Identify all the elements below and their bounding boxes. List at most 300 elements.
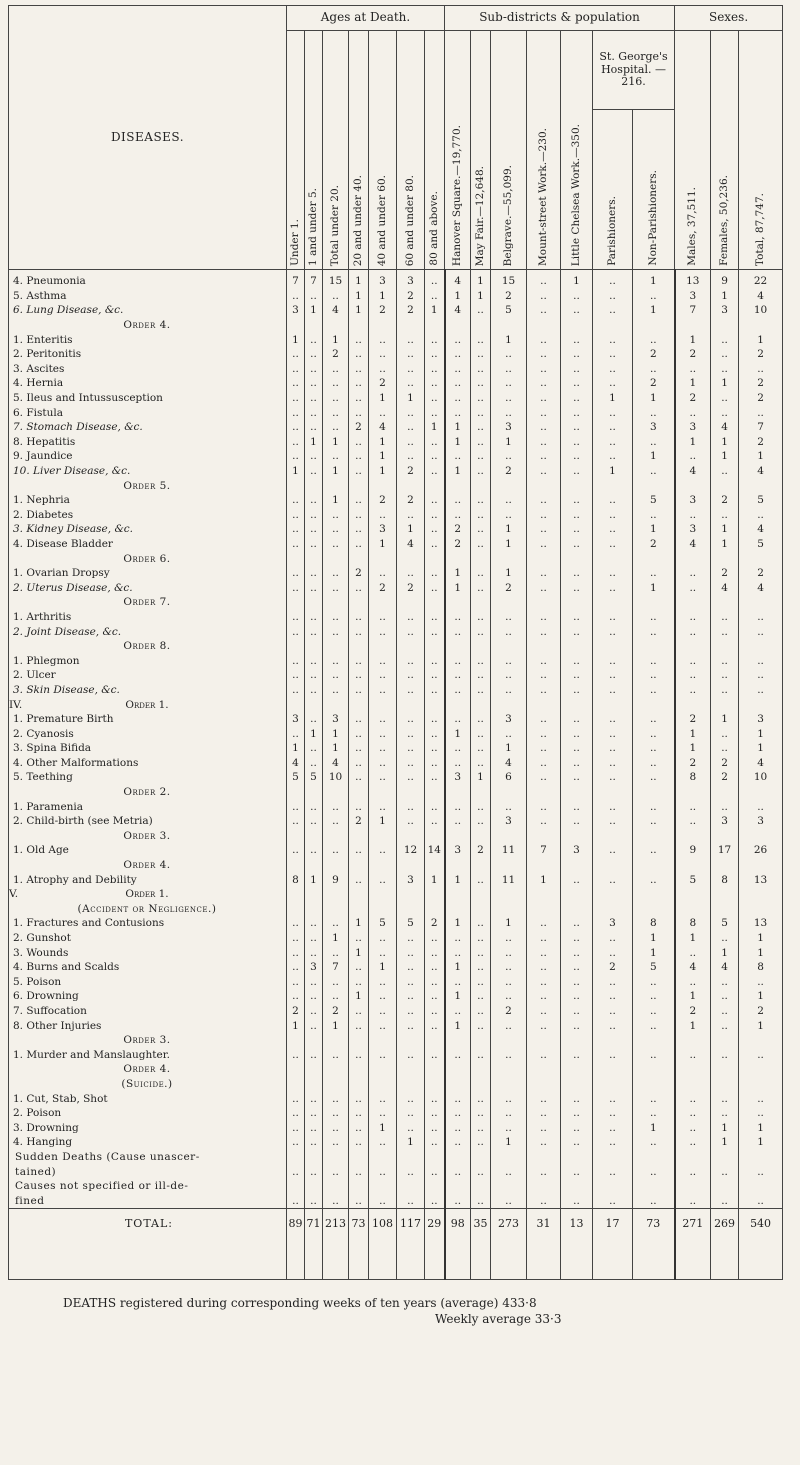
value-cell: .. — [397, 610, 425, 625]
value-cell: .. — [349, 1004, 369, 1019]
value-cell — [711, 1077, 739, 1092]
value-cell: 2 — [675, 347, 711, 362]
value-cell: 89 — [287, 1209, 305, 1240]
value-cell: .. — [491, 1193, 527, 1208]
value-cell — [711, 318, 739, 333]
value-cell: 2 — [491, 464, 527, 479]
value-cell: 1 — [471, 770, 491, 785]
disease-name-text: 6. Drowning — [13, 990, 79, 1003]
disease-name-text: 5. Poison — [13, 975, 62, 988]
value-cell: .. — [739, 1164, 783, 1179]
value-cell: .. — [471, 1091, 491, 1106]
value-cell: 1 — [633, 945, 675, 960]
value-cell: .. — [425, 332, 445, 347]
disease-name-text: 2. Poison — [13, 1107, 62, 1120]
disease-name — [9, 580, 287, 595]
value-cell — [491, 697, 527, 712]
value-cell — [711, 858, 739, 873]
value-cell — [305, 595, 323, 610]
value-cell: .. — [633, 289, 675, 304]
value-cell — [305, 551, 323, 566]
value-cell: .. — [711, 741, 739, 756]
value-cell: .. — [675, 610, 711, 625]
value-cell: .. — [287, 289, 305, 304]
value-cell: .. — [711, 931, 739, 946]
value-cell: 7 — [323, 960, 349, 975]
value-cell: .. — [369, 1193, 397, 1208]
value-cell: .. — [675, 566, 711, 581]
value-cell: 1 — [323, 464, 349, 479]
value-cell — [739, 697, 783, 712]
value-cell — [397, 858, 425, 873]
table-row — [9, 595, 783, 610]
value-cell — [425, 318, 445, 333]
value-cell — [633, 1077, 675, 1092]
value-cell: .. — [287, 668, 305, 683]
value-cell — [593, 1033, 633, 1048]
value-cell: .. — [287, 1135, 305, 1150]
value-cell: .. — [633, 1106, 675, 1121]
value-cell: .. — [711, 799, 739, 814]
value-cell: .. — [633, 799, 675, 814]
disease-name-text: 7. Stomach Disease, &c. — [13, 421, 143, 434]
value-cell — [491, 887, 527, 902]
value-cell: 15 — [323, 270, 349, 289]
value-cell — [323, 785, 349, 800]
disease-name-text: 1. Ovarian Dropsy — [13, 567, 110, 580]
value-cell: .. — [711, 668, 739, 683]
disease-name-text: 2. Cyanosis — [13, 727, 74, 740]
value-cell: .. — [561, 391, 593, 406]
value-cell: .. — [593, 347, 633, 362]
value-cell — [425, 1033, 445, 1048]
st-georges-hospital-header: St. George's Hospital. —216. — [593, 31, 675, 110]
value-cell — [471, 887, 491, 902]
value-cell — [369, 1150, 397, 1165]
value-cell: .. — [323, 420, 349, 435]
value-cell: 1 — [675, 989, 711, 1004]
value-cell: .. — [491, 960, 527, 975]
value-cell: .. — [445, 931, 471, 946]
value-cell: .. — [425, 1004, 445, 1019]
value-cell — [471, 318, 491, 333]
value-cell: 1 — [323, 332, 349, 347]
value-cell — [561, 1062, 593, 1077]
value-cell: .. — [425, 975, 445, 990]
value-cell: 1 — [711, 712, 739, 727]
value-cell: .. — [287, 1193, 305, 1208]
value-cell: .. — [491, 975, 527, 990]
value-cell: .. — [425, 376, 445, 391]
value-cell: .. — [397, 1004, 425, 1019]
value-cell: .. — [561, 799, 593, 814]
value-cell: .. — [593, 741, 633, 756]
disease-name-text: 5. Teething — [13, 771, 73, 784]
value-cell: .. — [593, 362, 633, 377]
value-cell: 2 — [397, 289, 425, 304]
value-cell: 13 — [739, 916, 783, 931]
value-cell: .. — [369, 945, 397, 960]
value-cell: .. — [471, 391, 491, 406]
value-cell: .. — [397, 668, 425, 683]
value-cell: 3 — [739, 712, 783, 727]
value-cell: 4 — [711, 580, 739, 595]
value-cell — [323, 1150, 349, 1165]
value-cell: .. — [675, 624, 711, 639]
order-heading: Order 4. — [9, 1062, 287, 1077]
value-cell — [593, 697, 633, 712]
value-cell: .. — [397, 376, 425, 391]
value-cell — [349, 595, 369, 610]
value-cell: 1 — [445, 726, 471, 741]
value-cell — [369, 318, 397, 333]
value-cell: .. — [305, 916, 323, 931]
value-cell: 2 — [287, 1004, 305, 1019]
value-cell: .. — [305, 1004, 323, 1019]
value-cell: 2 — [397, 493, 425, 508]
class-heading — [9, 697, 287, 712]
value-cell: .. — [593, 420, 633, 435]
value-cell: 1 — [491, 1135, 527, 1150]
value-cell: 1 — [739, 332, 783, 347]
value-cell — [561, 478, 593, 493]
value-cell: 4 — [397, 537, 425, 552]
table-row — [9, 391, 783, 406]
disease-name — [9, 376, 287, 391]
value-cell: .. — [527, 405, 561, 420]
value-cell — [349, 887, 369, 902]
value-cell — [561, 902, 593, 917]
value-cell: .. — [323, 449, 349, 464]
value-cell: .. — [675, 653, 711, 668]
value-cell — [349, 829, 369, 844]
value-cell: 1 — [711, 522, 739, 537]
value-cell: 2 — [349, 566, 369, 581]
value-cell: 10 — [739, 303, 783, 318]
value-cell — [561, 595, 593, 610]
value-cell: .. — [397, 449, 425, 464]
value-cell — [633, 595, 675, 610]
value-cell: .. — [425, 566, 445, 581]
table-row — [9, 1004, 783, 1019]
value-cell: 3 — [593, 916, 633, 931]
value-cell: 12 — [397, 843, 425, 858]
value-cell: .. — [425, 1120, 445, 1135]
value-cell: 1 — [675, 726, 711, 741]
value-cell: .. — [491, 989, 527, 1004]
value-cell: .. — [287, 1164, 305, 1179]
column-header — [369, 31, 397, 270]
value-cell: 2 — [633, 537, 675, 552]
value-cell: .. — [349, 376, 369, 391]
disease-name-text: 3. Wounds — [13, 946, 69, 959]
value-cell — [491, 1150, 527, 1165]
value-cell: .. — [369, 405, 397, 420]
value-cell: .. — [561, 872, 593, 887]
value-cell — [739, 318, 783, 333]
value-cell: .. — [305, 1120, 323, 1135]
column-header — [397, 31, 425, 270]
value-cell: .. — [633, 508, 675, 523]
value-cell: .. — [369, 508, 397, 523]
value-cell — [561, 858, 593, 873]
value-cell — [711, 829, 739, 844]
disease-name-text: 2. Uterus Disease, &c. — [13, 581, 133, 594]
disease-name — [9, 843, 287, 858]
value-cell: .. — [527, 1004, 561, 1019]
value-cell: .. — [425, 610, 445, 625]
value-cell: .. — [305, 391, 323, 406]
value-cell — [471, 829, 491, 844]
value-cell: .. — [561, 508, 593, 523]
table-row — [9, 1106, 783, 1121]
value-cell — [369, 1239, 397, 1280]
disease-name-text: 4. Disease Bladder — [13, 537, 113, 550]
value-cell: .. — [349, 1106, 369, 1121]
value-cell — [593, 1179, 633, 1194]
value-cell: .. — [287, 989, 305, 1004]
value-cell: 8 — [711, 872, 739, 887]
value-cell: .. — [445, 653, 471, 668]
value-cell: .. — [561, 566, 593, 581]
value-cell: .. — [561, 916, 593, 931]
value-cell: 4 — [323, 303, 349, 318]
value-cell: .. — [425, 270, 445, 289]
value-cell: .. — [323, 975, 349, 990]
value-cell — [287, 551, 305, 566]
value-cell: .. — [425, 580, 445, 595]
value-cell: .. — [287, 566, 305, 581]
value-cell: 5 — [287, 770, 305, 785]
value-cell: 3 — [675, 289, 711, 304]
value-cell — [369, 697, 397, 712]
value-cell: .. — [561, 683, 593, 698]
value-cell: .. — [491, 726, 527, 741]
value-cell: 2 — [633, 347, 675, 362]
value-cell: .. — [369, 1047, 397, 1062]
value-cell — [323, 697, 349, 712]
value-cell: .. — [491, 347, 527, 362]
value-cell: .. — [305, 376, 323, 391]
value-cell — [369, 551, 397, 566]
value-cell: .. — [445, 1106, 471, 1121]
value-cell: .. — [633, 435, 675, 450]
value-cell — [675, 639, 711, 654]
value-cell: 6 — [491, 770, 527, 785]
disease-name-text: 6. Lung Disease, &c. — [13, 304, 124, 317]
table-row — [9, 697, 783, 712]
value-cell: .. — [349, 508, 369, 523]
value-cell: .. — [593, 945, 633, 960]
column-header — [739, 31, 783, 270]
value-cell: .. — [369, 770, 397, 785]
value-cell — [491, 551, 527, 566]
value-cell: 1 — [445, 916, 471, 931]
value-cell: 11 — [491, 843, 527, 858]
value-cell: .. — [527, 1106, 561, 1121]
value-cell: 2 — [397, 580, 425, 595]
value-cell: 2 — [739, 347, 783, 362]
value-cell: .. — [445, 1004, 471, 1019]
disease-name-text: 1. Atrophy and Debility — [13, 873, 137, 886]
value-cell: .. — [561, 464, 593, 479]
value-cell: .. — [633, 464, 675, 479]
value-cell: .. — [739, 1047, 783, 1062]
disease-name — [9, 1004, 287, 1019]
value-cell: 1 — [369, 391, 397, 406]
value-cell: .. — [491, 449, 527, 464]
value-cell — [369, 1077, 397, 1092]
value-cell — [445, 1179, 471, 1194]
value-cell: .. — [323, 1120, 349, 1135]
value-cell — [633, 551, 675, 566]
value-cell: .. — [287, 435, 305, 450]
value-cell: .. — [369, 1004, 397, 1019]
value-cell — [675, 595, 711, 610]
value-cell: .. — [425, 405, 445, 420]
value-cell — [527, 551, 561, 566]
value-cell: 11 — [491, 872, 527, 887]
value-cell — [287, 1077, 305, 1092]
value-cell: 3 — [739, 814, 783, 829]
table-row — [9, 945, 783, 960]
value-cell: 1 — [491, 741, 527, 756]
disease-name — [9, 522, 287, 537]
column-header — [633, 110, 675, 270]
value-cell: 4 — [711, 960, 739, 975]
value-cell: .. — [349, 464, 369, 479]
value-cell: .. — [471, 726, 491, 741]
value-cell: .. — [633, 362, 675, 377]
value-cell: 2 — [739, 1004, 783, 1019]
value-cell: .. — [561, 362, 593, 377]
value-cell: .. — [561, 610, 593, 625]
value-cell: .. — [397, 726, 425, 741]
value-cell: .. — [633, 975, 675, 990]
value-cell: 1 — [739, 945, 783, 960]
value-cell — [425, 1179, 445, 1194]
value-cell — [471, 858, 491, 873]
value-cell — [739, 551, 783, 566]
disease-name — [9, 362, 287, 377]
table-row — [9, 931, 783, 946]
value-cell: 8 — [675, 770, 711, 785]
value-cell: 1 — [349, 303, 369, 318]
value-cell: .. — [349, 872, 369, 887]
value-cell — [711, 1150, 739, 1165]
disease-name-text: 3. Ascites — [13, 362, 65, 375]
value-cell: .. — [397, 624, 425, 639]
value-cell — [561, 639, 593, 654]
order-heading: Order 3. — [9, 1033, 287, 1048]
value-cell — [349, 697, 369, 712]
value-cell: 1 — [739, 1135, 783, 1150]
value-cell: .. — [527, 1120, 561, 1135]
value-cell: .. — [323, 1135, 349, 1150]
value-cell: .. — [445, 376, 471, 391]
value-cell: .. — [471, 712, 491, 727]
value-cell: .. — [323, 624, 349, 639]
value-cell: .. — [369, 668, 397, 683]
value-cell: .. — [425, 960, 445, 975]
disease-name — [9, 989, 287, 1004]
value-cell: .. — [445, 391, 471, 406]
value-cell: .. — [425, 624, 445, 639]
value-cell: 3 — [675, 493, 711, 508]
value-cell: .. — [323, 989, 349, 1004]
table-row — [9, 1179, 783, 1194]
value-cell: .. — [471, 931, 491, 946]
value-cell: .. — [323, 843, 349, 858]
value-cell: 2 — [369, 303, 397, 318]
value-cell: 13 — [561, 1209, 593, 1240]
value-cell: 73 — [633, 1209, 675, 1240]
value-cell: .. — [593, 1120, 633, 1135]
value-cell: .. — [471, 580, 491, 595]
value-cell: .. — [527, 347, 561, 362]
value-cell — [323, 1179, 349, 1194]
table-row — [9, 1164, 783, 1179]
value-cell: 35 — [471, 1209, 491, 1240]
value-cell: .. — [471, 332, 491, 347]
value-cell: 2 — [633, 376, 675, 391]
value-cell: .. — [593, 566, 633, 581]
table-row — [9, 405, 783, 420]
disease-name — [9, 289, 287, 304]
value-cell — [305, 1179, 323, 1194]
table-row — [9, 624, 783, 639]
class-heading — [9, 887, 287, 902]
value-cell: .. — [349, 347, 369, 362]
disease-name — [9, 960, 287, 975]
value-cell — [593, 1077, 633, 1092]
value-cell: .. — [633, 989, 675, 1004]
value-cell — [675, 551, 711, 566]
value-cell: 1 — [675, 741, 711, 756]
table-row — [9, 887, 783, 902]
value-cell — [349, 858, 369, 873]
value-cell — [633, 1033, 675, 1048]
table-row — [9, 303, 783, 318]
value-cell — [633, 1150, 675, 1165]
value-cell: 2 — [739, 566, 783, 581]
value-cell — [397, 697, 425, 712]
value-cell: .. — [593, 405, 633, 420]
table-row — [9, 566, 783, 581]
value-cell — [593, 785, 633, 800]
value-cell: .. — [445, 347, 471, 362]
value-cell: .. — [369, 332, 397, 347]
value-cell: .. — [471, 1135, 491, 1150]
value-cell — [471, 1150, 491, 1165]
value-cell: .. — [593, 376, 633, 391]
disease-name — [9, 799, 287, 814]
value-cell: 4 — [445, 270, 471, 289]
value-cell — [739, 1239, 783, 1280]
value-cell: 5 — [369, 916, 397, 931]
value-cell: 117 — [397, 1209, 425, 1240]
value-cell: .. — [397, 405, 425, 420]
table-row — [9, 1150, 783, 1165]
value-cell: .. — [369, 1091, 397, 1106]
value-cell: .. — [349, 960, 369, 975]
value-cell: .. — [527, 799, 561, 814]
value-cell — [369, 902, 397, 917]
value-cell: .. — [287, 960, 305, 975]
mortality-table-sheet — [3, 5, 797, 1336]
value-cell: 5 — [739, 537, 783, 552]
value-cell: .. — [471, 653, 491, 668]
